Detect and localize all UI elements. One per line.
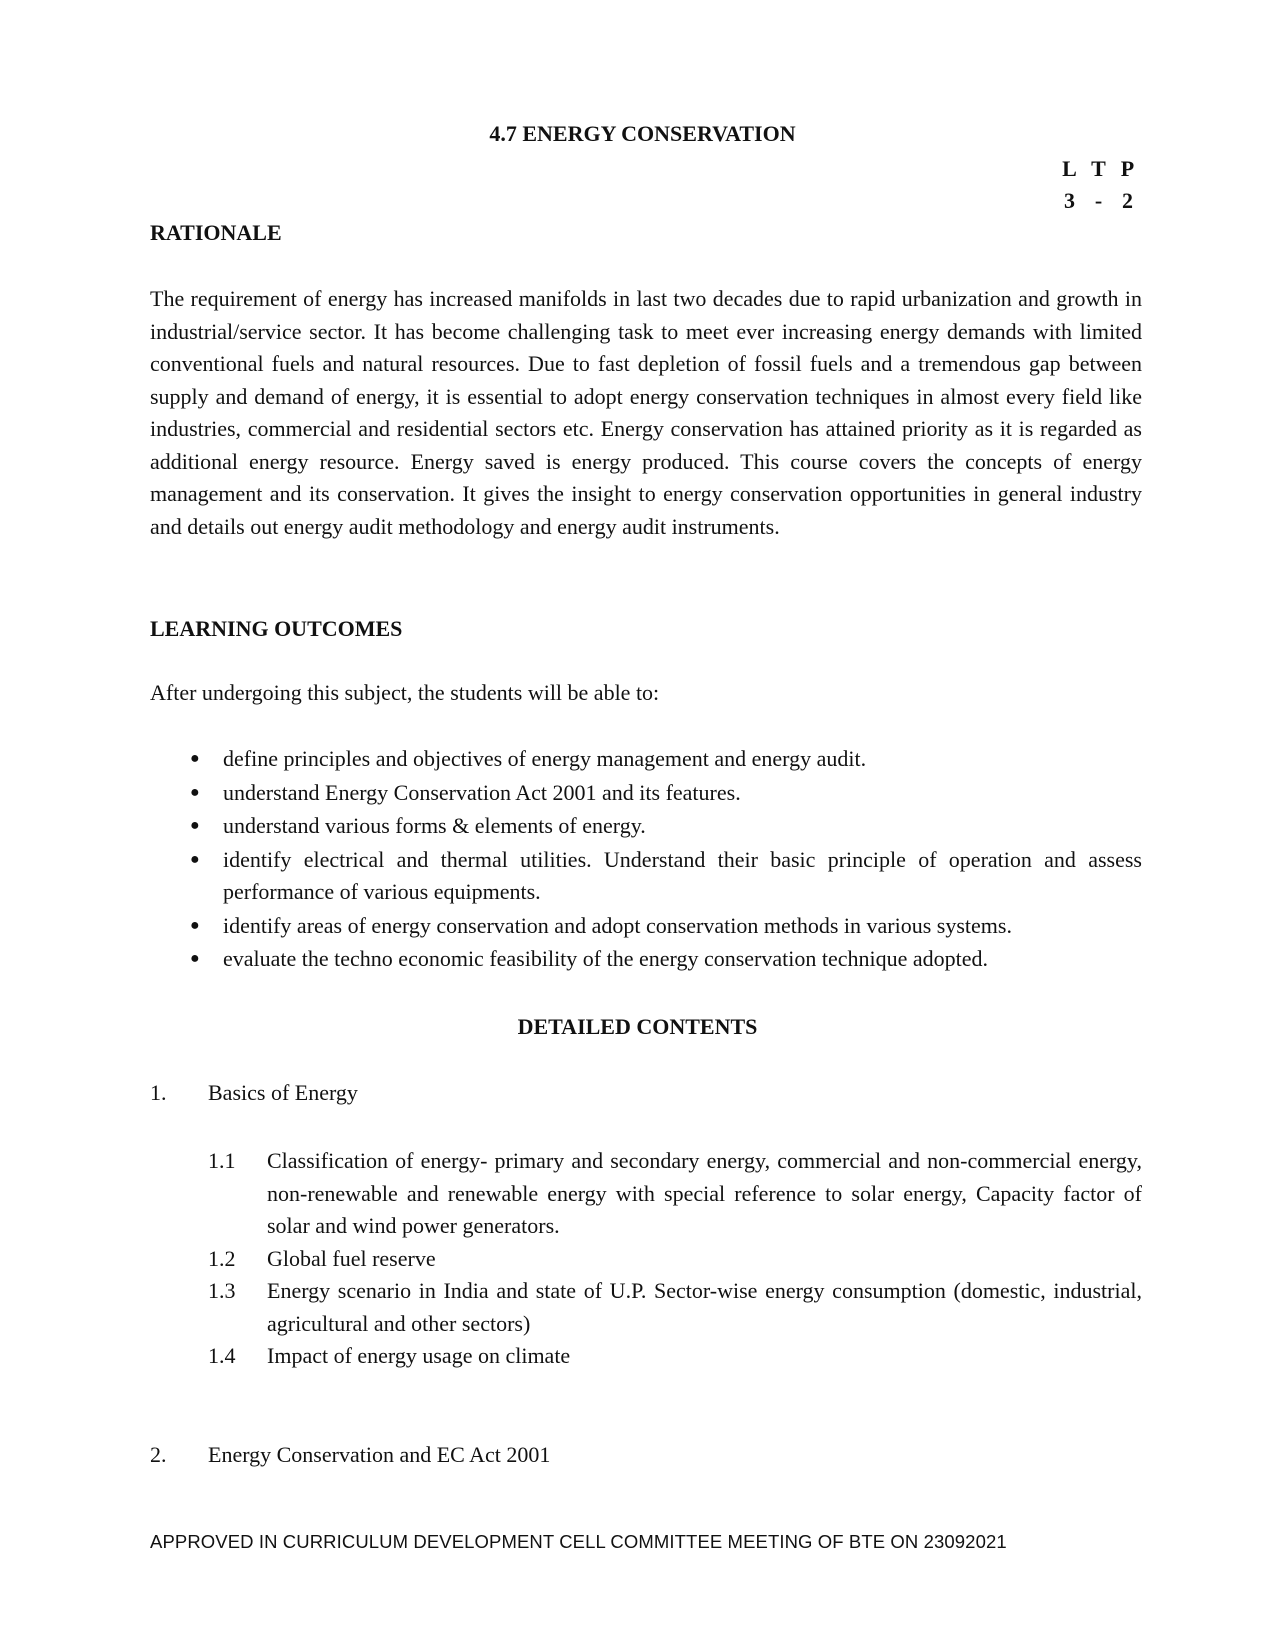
- bullet-icon: ●: [190, 916, 200, 934]
- subsection-number: 1.4: [208, 1343, 236, 1368]
- ltp-header-l: L: [1062, 156, 1077, 181]
- subsection-text: Global fuel reserve: [267, 1245, 436, 1271]
- section-title: Basics of Energy: [208, 1080, 358, 1105]
- outcome-text: identify electrical and thermal utilities. Understand their basic principle of operation and assess performance of various equipments.: [223, 846, 1142, 904]
- learning-outcomes-list: [150, 743, 1142, 977]
- rationale-paragraph: The requirement of energy has increased manifolds in last two decades due to rapid urbanization and growth in industrial/service sector. It has become challenging task to meet ever increasing energy demands with limited conventional fuels and natural resources. Due to fast depletion of fossil fuels and a tremendous gap between supply and demand of energy, it is essential to adopt energy conservation techniques in almost every field like industries, commercial and residential sectors etc. Energy conservation has attained priority as it is regarded as additional energy resource. Energy saved is energy produced. This course covers the concepts of energy management and its conservation. It gives the insight to energy conservation opportunities in general industry and details out energy audit methodology and energy audit instruments.: [150, 286, 1142, 539]
- bullet-icon: ●: [190, 850, 200, 868]
- subsection-item: [208, 1243, 1142, 1276]
- page-title: 4.7 ENERGY CONSERVATION: [489, 121, 796, 146]
- bullet-icon: ●: [190, 750, 200, 767]
- outcome-text: define principles and objectives of energy management and energy audit.: [223, 746, 867, 771]
- list-item: [150, 743, 1142, 776]
- list-item: [150, 943, 1142, 976]
- subsection-text: Energy scenario in India and state of U.P. Sector-wise energy consumption (domestic, industrial, agricultural and other sectors): [267, 1278, 1142, 1336]
- list-item: [150, 777, 1142, 810]
- subsection-number: 1.2: [208, 1245, 236, 1271]
- subsection-number: 1.1: [208, 1148, 236, 1173]
- bullet-icon: ●: [190, 783, 200, 801]
- section-number: 1.: [150, 1080, 167, 1105]
- outcome-text: identify areas of energy conservation and adopt conservation methods in various systems.: [223, 912, 1012, 938]
- list-item: [150, 810, 1142, 843]
- subsection-text: Impact of energy usage on climate: [267, 1343, 571, 1368]
- subsection-number: 1.3: [208, 1278, 236, 1303]
- subsection-item: [208, 1275, 1142, 1340]
- subsection-item: [208, 1340, 1142, 1373]
- list-item: [150, 844, 1142, 909]
- ltp-value-t: -: [1094, 188, 1103, 213]
- page-footer: APPROVED IN CURRICULUM DEVELOPMENT CELL COMMITTEE MEETING OF BTE ON 23092021: [150, 1531, 1007, 1552]
- outcome-text: evaluate the techno economic feasibility of the energy conservation technique adopted.: [223, 946, 989, 971]
- ltp-table: [1055, 153, 1142, 217]
- ltp-value-l: 3: [1064, 188, 1075, 213]
- ltp-header-t: T: [1091, 156, 1106, 181]
- ltp-value-p: 2: [1122, 188, 1133, 213]
- subsection-item: [208, 1145, 1142, 1243]
- rationale-heading: RATIONALE: [150, 220, 282, 245]
- ltp-header-row: [1055, 153, 1142, 185]
- section-title: Energy Conservation and EC Act 2001: [208, 1442, 551, 1467]
- outcome-text: understand various forms & elements of energy.: [223, 813, 646, 838]
- learning-outcomes-heading: LEARNING OUTCOMES: [150, 616, 403, 641]
- outcome-text: understand Energy Conservation Act 2001 and its features.: [223, 779, 741, 805]
- detailed-contents-heading: DETAILED CONTENTS: [517, 1014, 758, 1039]
- bullet-icon: ●: [190, 817, 200, 834]
- subsection-text: Classification of energy- primary and secondary energy, commercial and non-commercial energy, non-renewable and renewable energy with special reference to solar energy, Capacity factor of solar and wind power generators.: [267, 1148, 1142, 1238]
- ltp-value-row: [1055, 185, 1142, 217]
- learning-outcomes-intro: After undergoing this subject, the students will be able to:: [150, 680, 660, 705]
- bullet-icon: ●: [190, 950, 200, 967]
- list-item: [150, 910, 1142, 943]
- section-number: 2.: [150, 1442, 167, 1467]
- section-1-subsections: [208, 1145, 1142, 1373]
- rationale-text: [150, 283, 1142, 543]
- ltp-header-p: P: [1120, 156, 1135, 181]
